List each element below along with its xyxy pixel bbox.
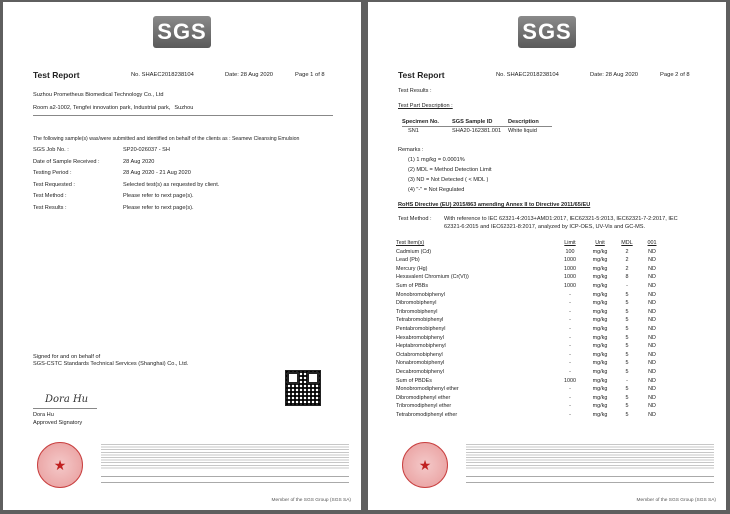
table-row bbox=[396, 309, 706, 318]
cell-unit: mg/kg bbox=[592, 265, 608, 272]
cell-unit: mg/kg bbox=[592, 386, 608, 393]
address-line bbox=[466, 482, 714, 483]
cell-unit: mg/kg bbox=[592, 394, 608, 401]
footer bbox=[374, 442, 720, 492]
cell-limit: - bbox=[569, 360, 571, 367]
cell-result: ND bbox=[648, 248, 656, 255]
cell-limit: 1000 bbox=[564, 274, 576, 281]
address-line bbox=[101, 476, 349, 477]
header-limit: Limit bbox=[564, 240, 576, 246]
cell-mdl: 5 bbox=[625, 334, 629, 341]
company-seal-icon: ★ bbox=[37, 442, 83, 488]
cell-result: ND bbox=[648, 291, 656, 298]
field-value: 28 Aug 2020 bbox=[123, 159, 155, 165]
cell-mdl: 5 bbox=[625, 368, 629, 375]
cell-limit: - bbox=[569, 411, 571, 418]
cell-result: ND bbox=[648, 386, 656, 393]
table-row bbox=[396, 317, 706, 326]
report-title: Test Report bbox=[398, 70, 445, 80]
signatory-name: Dora Hu bbox=[33, 412, 54, 418]
field-label: Test Requested : bbox=[33, 182, 75, 188]
cell-result: ND bbox=[648, 411, 656, 418]
cell-mdl: 5 bbox=[625, 403, 629, 410]
cell-unit: mg/kg bbox=[592, 368, 608, 375]
method-line-1: With reference to IEC 62321-4:2013+AMD1:2017, IEC62321-5:2013, IEC62321-7-2:2017, IEC bbox=[444, 216, 678, 222]
table-row bbox=[396, 412, 706, 421]
field-label: Date of Sample Received : bbox=[33, 159, 100, 165]
cell-unit: mg/kg bbox=[592, 274, 608, 281]
cell-result: ND bbox=[648, 257, 656, 264]
report-number: No. SHAEC2018238104 bbox=[496, 72, 559, 78]
signature: Dora Hu bbox=[45, 394, 89, 405]
member-text: Member of the SGS Group (SGS SA) bbox=[271, 498, 351, 503]
table-row bbox=[396, 403, 706, 412]
cell-test-item: Hexavalent Chromium (Cr(VI)) bbox=[396, 274, 469, 281]
cell-test-item: Nonabromobiphenyl bbox=[396, 360, 445, 367]
cell-unit: mg/kg bbox=[592, 403, 608, 410]
cell-limit: - bbox=[569, 343, 571, 350]
cell-limit: 1000 bbox=[564, 257, 576, 264]
cell-result: ND bbox=[648, 343, 656, 350]
remark-item: (3) ND = Not Detected ( < MDL ) bbox=[408, 177, 489, 183]
qr-code-icon bbox=[285, 370, 321, 406]
cell-result: ND bbox=[648, 265, 656, 272]
results-table bbox=[396, 240, 706, 420]
cell-mdl: 5 bbox=[625, 325, 629, 332]
report-title: Test Report bbox=[33, 70, 80, 80]
cell-limit: 1000 bbox=[564, 265, 576, 272]
cell-test-item: Dibromobiphenyl bbox=[396, 300, 437, 307]
table-row bbox=[396, 249, 706, 258]
cell-result: ND bbox=[648, 360, 656, 367]
company-seal-icon: ★ bbox=[402, 442, 448, 488]
intro-text: The following sample(s) was/were submitted and identified on behalf of the clients as : Seamew Cleansing Emulsion bbox=[33, 136, 300, 142]
table-row bbox=[396, 326, 706, 335]
footer bbox=[9, 442, 355, 492]
cell-unit: mg/kg bbox=[592, 411, 608, 418]
table-row bbox=[396, 283, 706, 292]
signatory-title: Approved Signatory bbox=[33, 420, 83, 426]
cell-limit: - bbox=[569, 325, 571, 332]
table-header-row bbox=[396, 240, 706, 249]
cell-mdl: 5 bbox=[625, 394, 629, 401]
remark-item: (2) MDL = Method Detection Limit bbox=[408, 167, 492, 173]
cell-unit: mg/kg bbox=[592, 257, 608, 264]
cell-limit: 100 bbox=[565, 248, 575, 255]
cell-result: ND bbox=[648, 403, 656, 410]
directive-title: RoHS Directive (EU) 2015/863 amending Annex II to Directive 2011/65/EU bbox=[398, 202, 591, 208]
cell-result: ND bbox=[648, 300, 656, 307]
cell-limit: - bbox=[569, 394, 571, 401]
cell-test-item: Hexabromobiphenyl bbox=[396, 334, 444, 341]
cell-limit: - bbox=[569, 308, 571, 315]
specimen-rule bbox=[402, 126, 552, 127]
field-label: Test Results : bbox=[33, 205, 67, 211]
cell-result: ND bbox=[648, 368, 656, 375]
cell-mdl: 8 bbox=[625, 274, 629, 281]
field-value: Selected test(s) as requested by client. bbox=[123, 182, 220, 188]
cell-test-item: Tetrabromodiphenyl ether bbox=[396, 411, 458, 418]
cell-test-item: Mercury (Hg) bbox=[396, 265, 428, 272]
cell-mdl: - bbox=[626, 377, 628, 384]
table-row bbox=[396, 386, 706, 395]
table-row bbox=[396, 300, 706, 309]
cell-result: ND bbox=[648, 308, 656, 315]
address-line bbox=[466, 476, 714, 477]
cell-unit: mg/kg bbox=[592, 360, 608, 367]
field-label: Testing Period : bbox=[33, 170, 72, 176]
table-row bbox=[396, 274, 706, 283]
cell-test-item: Cadmium (Cd) bbox=[396, 248, 432, 255]
cell-limit: - bbox=[569, 300, 571, 307]
report-number: No. SHAEC2018238104 bbox=[131, 72, 194, 78]
cell-mdl: 5 bbox=[625, 343, 629, 350]
cell-result: ND bbox=[648, 274, 656, 281]
cell-limit: 1000 bbox=[564, 282, 576, 289]
remark-item: (4) "-" = Not Regulated bbox=[408, 187, 465, 193]
table-row bbox=[396, 266, 706, 275]
cell-mdl: 5 bbox=[625, 386, 629, 393]
table-row bbox=[396, 369, 706, 378]
cell-test-item: Decabromobiphenyl bbox=[396, 368, 444, 375]
cell-result: ND bbox=[648, 317, 656, 324]
cell-unit: mg/kg bbox=[592, 282, 608, 289]
cell-mdl: 5 bbox=[625, 308, 629, 315]
terms-fine-print bbox=[101, 444, 349, 470]
cell-limit: - bbox=[569, 334, 571, 341]
part-description-label: Test Part Description : bbox=[398, 103, 453, 109]
cell-unit: mg/kg bbox=[592, 377, 608, 384]
terms-fine-print bbox=[466, 444, 714, 470]
client-name: Suzhou Prometheus Biomedical Technology Co., Ltd bbox=[33, 92, 164, 98]
cell-result: ND bbox=[648, 334, 656, 341]
cell-test-item: Lead (Pb) bbox=[396, 257, 420, 264]
sgs-logo: SGS bbox=[518, 16, 576, 48]
cell-unit: mg/kg bbox=[592, 343, 608, 350]
address-line bbox=[101, 482, 349, 483]
cell-limit: - bbox=[569, 403, 571, 410]
cell-test-item: Tribromodiphenyl ether bbox=[396, 403, 452, 410]
cell-test-item: Heptabromobiphenyl bbox=[396, 343, 446, 350]
header-unit: Unit bbox=[595, 240, 605, 246]
report-date: Date: 28 Aug 2020 bbox=[590, 72, 639, 78]
field-value: Please refer to next page(s). bbox=[123, 193, 194, 199]
cell-test-item: Pentabromobiphenyl bbox=[396, 325, 446, 332]
client-address: Room a2-1002, Tengfei innovation park, Industrial park，Suzhou bbox=[33, 105, 194, 111]
cell-limit: - bbox=[569, 368, 571, 375]
table-row bbox=[396, 352, 706, 361]
table-row bbox=[396, 395, 706, 404]
cell-result: ND bbox=[648, 377, 656, 384]
cell-result: ND bbox=[648, 394, 656, 401]
header-mdl: MDL bbox=[621, 240, 633, 246]
cell-unit: mg/kg bbox=[592, 317, 608, 324]
table-row bbox=[396, 335, 706, 344]
signature-line bbox=[33, 408, 97, 409]
table-row bbox=[396, 378, 706, 387]
specimen-desc: White liquid bbox=[508, 128, 537, 134]
specimen-header-desc: Description bbox=[508, 119, 539, 125]
cell-unit: mg/kg bbox=[592, 334, 608, 341]
cell-limit: - bbox=[569, 317, 571, 324]
member-text: Member of the SGS Group (SGS SA) bbox=[636, 498, 716, 503]
report-date: Date: 28 Aug 2020 bbox=[225, 72, 274, 78]
field-value: SP20-026037 - SH bbox=[123, 147, 170, 153]
method-line-2: 62321-6:2015 and IEC62321-8:2017, analyzed by ICP-OES, UV-Vis and GC-MS. bbox=[444, 224, 646, 230]
cell-unit: mg/kg bbox=[592, 308, 608, 315]
cell-result: ND bbox=[648, 325, 656, 332]
specimen-id: SHA20-162381.001 bbox=[452, 128, 502, 134]
cell-test-item: Tribromobiphenyl bbox=[396, 308, 438, 315]
cell-mdl: 5 bbox=[625, 317, 629, 324]
cell-test-item: Dibromodiphenyl ether bbox=[396, 394, 451, 401]
cell-test-item: Tetrabromobiphenyl bbox=[396, 317, 444, 324]
page-number: Page 1 of 8 bbox=[295, 72, 325, 78]
cell-limit: - bbox=[569, 386, 571, 393]
table-row bbox=[396, 343, 706, 352]
field-value: Please refer to next page(s). bbox=[123, 205, 194, 211]
cell-mdl: - bbox=[626, 282, 628, 289]
table-row bbox=[396, 292, 706, 301]
remark-item: (1) 1 mg/kg = 0.0001% bbox=[408, 157, 465, 163]
cell-mdl: 2 bbox=[625, 257, 629, 264]
header-test-item: Test Item(s) bbox=[396, 240, 425, 246]
field-label: SGS Job No. : bbox=[33, 147, 69, 153]
cell-result: ND bbox=[648, 351, 656, 358]
cell-test-item: Octabromobiphenyl bbox=[396, 351, 443, 358]
cell-unit: mg/kg bbox=[592, 291, 608, 298]
test-results-label: Test Results : bbox=[398, 88, 432, 94]
field-value: 28 Aug 2020 - 21 Aug 2020 bbox=[123, 170, 191, 176]
cell-test-item: Sum of PBDEs bbox=[396, 377, 432, 384]
header-sample: 001 bbox=[647, 240, 657, 246]
report-page-1 bbox=[3, 2, 361, 510]
cell-mdl: 5 bbox=[625, 291, 629, 298]
cell-mdl: 5 bbox=[625, 360, 629, 367]
remarks-label: Remarks : bbox=[398, 147, 424, 153]
cell-mdl: 5 bbox=[625, 300, 629, 307]
cell-unit: mg/kg bbox=[592, 325, 608, 332]
cell-test-item: Sum of PBBs bbox=[396, 282, 429, 289]
divider bbox=[33, 115, 333, 116]
cell-mdl: 5 bbox=[625, 411, 629, 418]
cell-unit: mg/kg bbox=[592, 300, 608, 307]
page-number: Page 2 of 8 bbox=[660, 72, 690, 78]
cell-result: ND bbox=[648, 282, 656, 289]
method-label: Test Method : bbox=[398, 216, 432, 222]
table-row bbox=[396, 360, 706, 369]
table-row bbox=[396, 257, 706, 266]
signed-line-2: SGS-CSTC Standards Technical Services (Shanghai) Co., Ltd. bbox=[33, 361, 189, 367]
cell-test-item: Monobromodiphenyl ether bbox=[396, 386, 459, 393]
sgs-logo: SGS bbox=[153, 16, 211, 48]
specimen-header-id: SGS Sample ID bbox=[452, 119, 493, 125]
cell-unit: mg/kg bbox=[592, 351, 608, 358]
cell-limit: - bbox=[569, 351, 571, 358]
cell-unit: mg/kg bbox=[592, 248, 608, 255]
cell-test-item: Monobromobiphenyl bbox=[396, 291, 445, 298]
cell-mdl: 5 bbox=[625, 351, 629, 358]
specimen-header-no: Specimen No. bbox=[402, 119, 439, 125]
specimen-no: SN1 bbox=[408, 128, 419, 134]
cell-mdl: 2 bbox=[625, 265, 629, 272]
signed-line-1: Signed for and on behalf of bbox=[33, 354, 101, 360]
cell-mdl: 2 bbox=[625, 248, 629, 255]
cell-limit: - bbox=[569, 291, 571, 298]
cell-limit: 1000 bbox=[564, 377, 576, 384]
field-label: Test Method : bbox=[33, 193, 67, 199]
report-page-2 bbox=[368, 2, 726, 510]
